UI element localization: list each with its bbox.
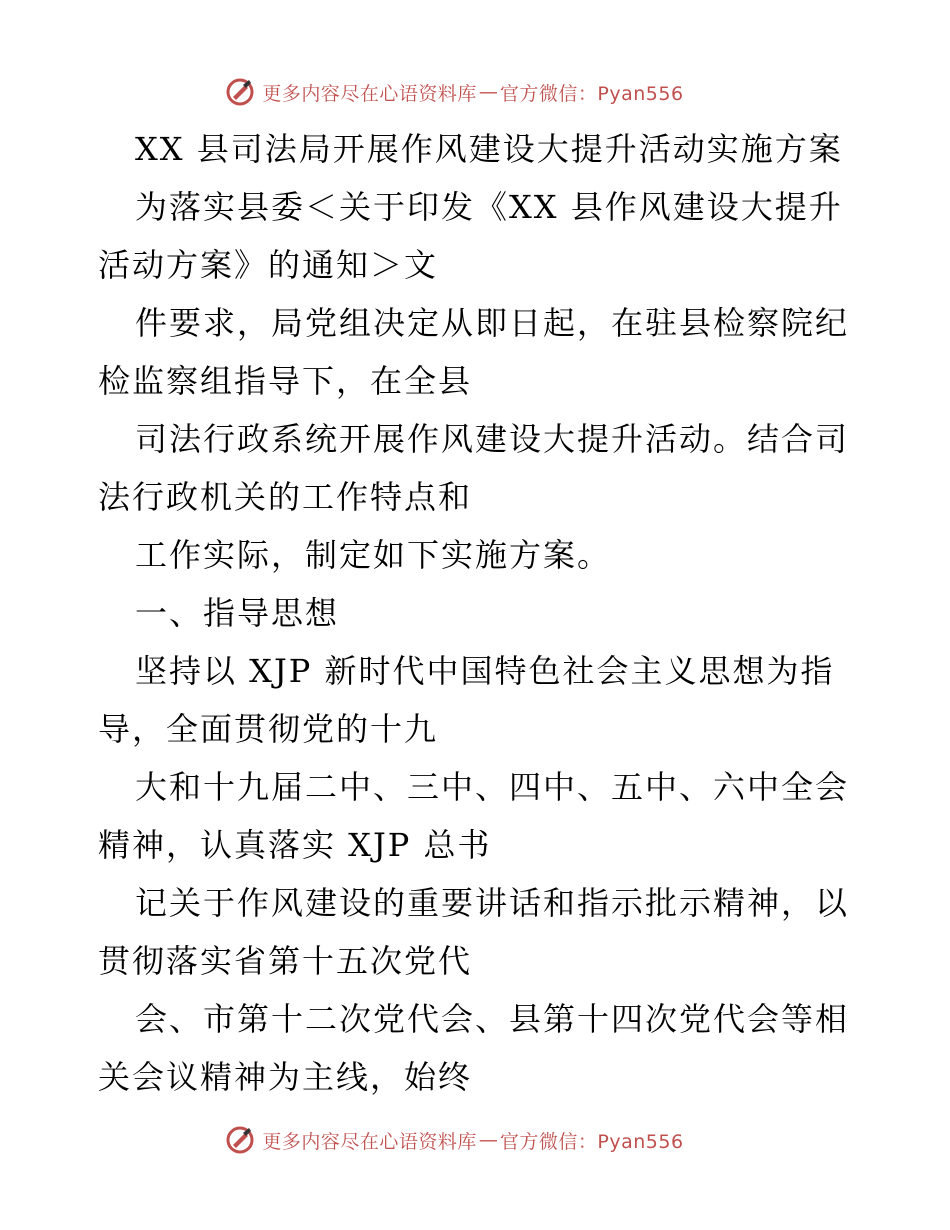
doc-title: XX 县司法局开展作风建设大提升活动实施方案	[135, 130, 843, 168]
watermark-contact: 官方微信：Pyan556	[499, 1130, 684, 1153]
doc-line: 工作实际，制定如下实施方案。	[135, 536, 612, 574]
doc-line: 大和十九届二中、三中、四中、五中、六中全会	[135, 768, 850, 806]
doc-line: 法行政机关的工作特点和	[98, 478, 473, 516]
doc-line: 关会议精神为主线，始终	[98, 1058, 473, 1096]
footer-watermark	[0, 1120, 950, 1160]
doc-line: 会、市第十二次党代会、县第十四次党代会等相	[135, 1000, 850, 1038]
watermark-contact: 官方微信：Pyan556	[499, 82, 684, 105]
doc-line: 为落实县委＜关于印发《XX 县作风建设大提升	[135, 188, 843, 226]
watermark-dash: —	[478, 1129, 498, 1151]
doc-line: 贯彻落实省第十五次党代	[98, 942, 473, 980]
doc-line: 坚持以 XJP 新时代中国特色社会主义思想为指	[135, 652, 835, 690]
watermark-title: 更多内容尽在心语资料库	[262, 82, 477, 105]
doc-line: 导，全面贯彻党的十九	[98, 710, 439, 748]
brand-logo-icon	[224, 76, 256, 108]
doc-line: 记关于作风建设的重要讲话和指示批示精神，以	[135, 884, 850, 922]
doc-line: 司法行政系统开展作风建设大提升活动。结合司	[135, 420, 850, 458]
brand-logo-icon	[224, 1124, 256, 1156]
doc-line: 精神，认真落实 XJP 总书	[98, 826, 492, 864]
watermark-title: 更多内容尽在心语资料库	[262, 1130, 477, 1153]
watermark-dash: —	[478, 81, 498, 103]
doc-line: 检监察组指导下，在全县	[98, 362, 473, 400]
header-watermark	[0, 72, 950, 112]
doc-line: 活动方案》的通知＞文	[98, 246, 439, 284]
doc-line: 件要求，局党组决定从即日起，在驻县检察院纪	[135, 304, 850, 342]
section-heading: 一、指导思想	[135, 594, 340, 632]
